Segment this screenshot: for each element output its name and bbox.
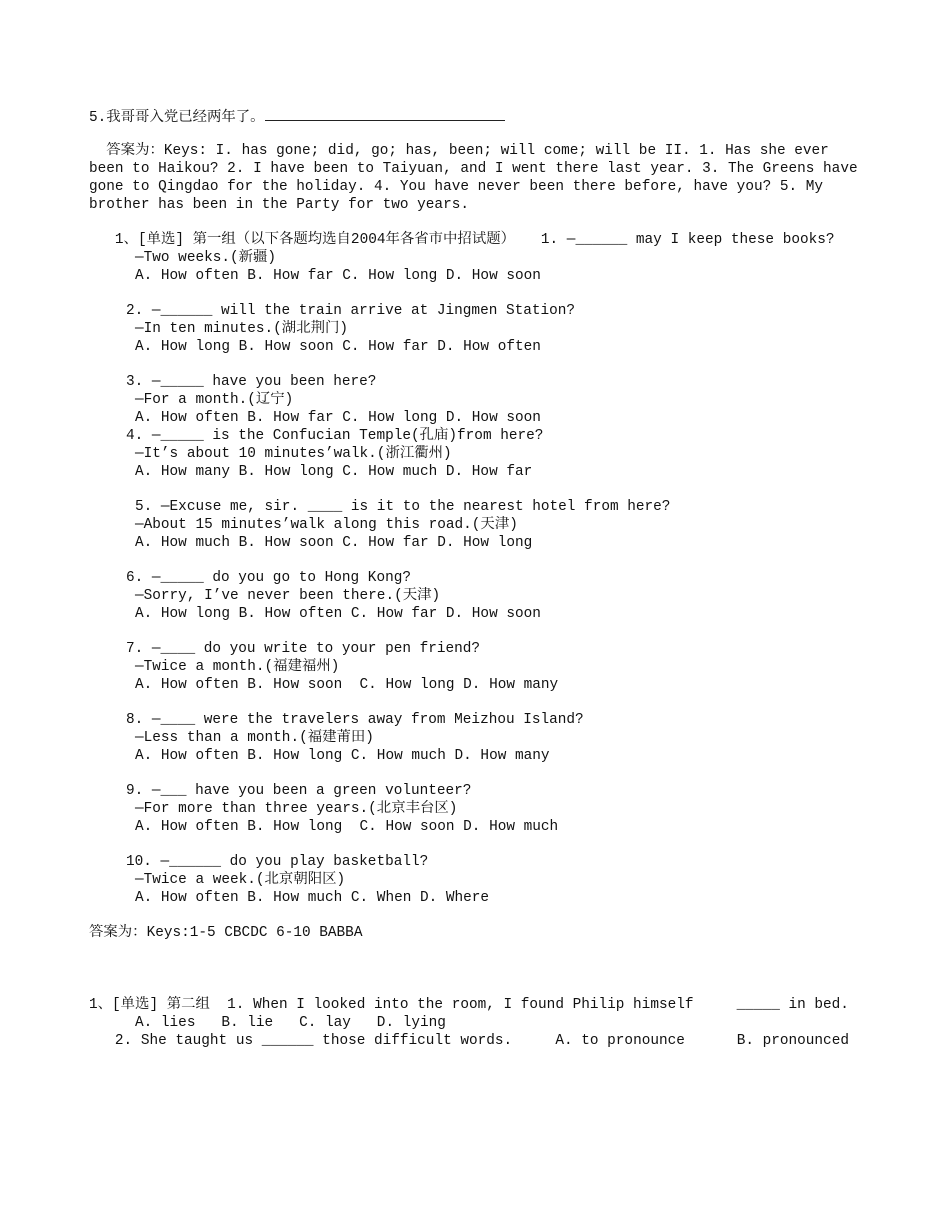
q10-reply: —Twice a week.(北京朝阳区) <box>135 872 346 888</box>
q7-reply: —Twice a month.(福建福州) <box>135 659 340 675</box>
q2-text: 2. —______ will the train arrive at Jingmen Station? <box>126 303 576 319</box>
q7-text: 7. —____ do you write to your pen friend? <box>126 641 481 657</box>
q5-text: 5. —Excuse me, sir. ____ is it to the nearest hotel from here? <box>135 499 671 515</box>
group1-answer-key: 答案为：Keys:1-5 CBCDC 6-10 BABBA <box>89 925 363 941</box>
q6-options: A. How long B. How often C. How far D. How soon <box>135 606 541 622</box>
question-text: 5.我哥哥入党已经两年了。 <box>89 110 265 126</box>
group2-q1-options: A. lies B. lie C. lay D. lying <box>135 1015 446 1031</box>
q6-reply: —Sorry, I’ve never been there.(天津) <box>135 588 441 604</box>
group2-q1-text: 1、[单选] 第二组 1. When I looked into the room, I found Philip himself _____ in bed. <box>89 997 849 1013</box>
group2-q2-text: 2. She taught us ______ those difficult words. A. to pronounce B. pronounced <box>89 1033 849 1049</box>
q8-options: A. How often B. How long C. How much D. How many <box>135 748 550 764</box>
answer-key-section-a: 答案为：Keys: I. has gone; did, go; has, been; will come; will be II. 1. Has she ever been to Haikou? 2. I have been to Taiyuan, and I went there last year. 3. The Greens have gone to Qingdao for the holiday. 4. You have never been there before, have you? 5. My brother has been in the Party for two years. <box>89 143 867 213</box>
q4-reply: —It’s about 10 minutes’walk.(浙江衢州) <box>135 446 452 462</box>
q2-reply: —In ten minutes.(湖北荆门) <box>135 321 349 337</box>
q8-text: 8. —____ were the travelers away from Meizhou Island? <box>126 712 584 728</box>
q3-options: A. How often B. How far C. How long D. How soon <box>135 410 541 426</box>
q4-options: A. How many B. How long C. How much D. How far <box>135 464 533 480</box>
q1-options: A. How often B. How far C. How long D. How soon <box>135 268 541 284</box>
q9-text: 9. —___ have you been a green volunteer? <box>126 783 472 799</box>
document-body <box>89 107 867 1050</box>
q5-options: A. How much B. How soon C. How far D. How long <box>135 535 533 551</box>
q3-text: 3. —_____ have you been here? <box>126 374 377 390</box>
answer-blank-line <box>265 107 505 121</box>
q9-reply: —For more than three years.(北京丰台区) <box>135 801 458 817</box>
q1-reply: —Two weeks.(新疆) <box>135 250 277 266</box>
q6-text: 6. —_____ do you go to Hong Kong? <box>126 570 411 586</box>
q4-text: 4. —_____ is the Confucian Temple(孔庙)from here? <box>126 428 544 444</box>
q3-reply: —For a month.(辽宁) <box>135 392 294 408</box>
q10-text: 10. —______ do you play basketball? <box>126 854 429 870</box>
q8-reply: —Less than a month.(福建莆田) <box>135 730 374 746</box>
q7-options: A. How often B. How soon C. How long D. How many <box>135 677 559 693</box>
group1-header: 1、[单选] 第一组（以下各题均选自2004年各省市中招试题） 1. —______ may I keep these books? <box>89 232 835 248</box>
translation-question-5 <box>89 107 864 125</box>
q10-options: A. How often B. How much C. When D. Where <box>135 890 490 906</box>
q5-reply: —About 15 minutes’walk along this road.(天津) <box>135 517 518 533</box>
q9-options: A. How often B. How long C. How soon D. How much <box>135 819 559 835</box>
q2-options: A. How long B. How soon C. How far D. How often <box>135 339 541 355</box>
